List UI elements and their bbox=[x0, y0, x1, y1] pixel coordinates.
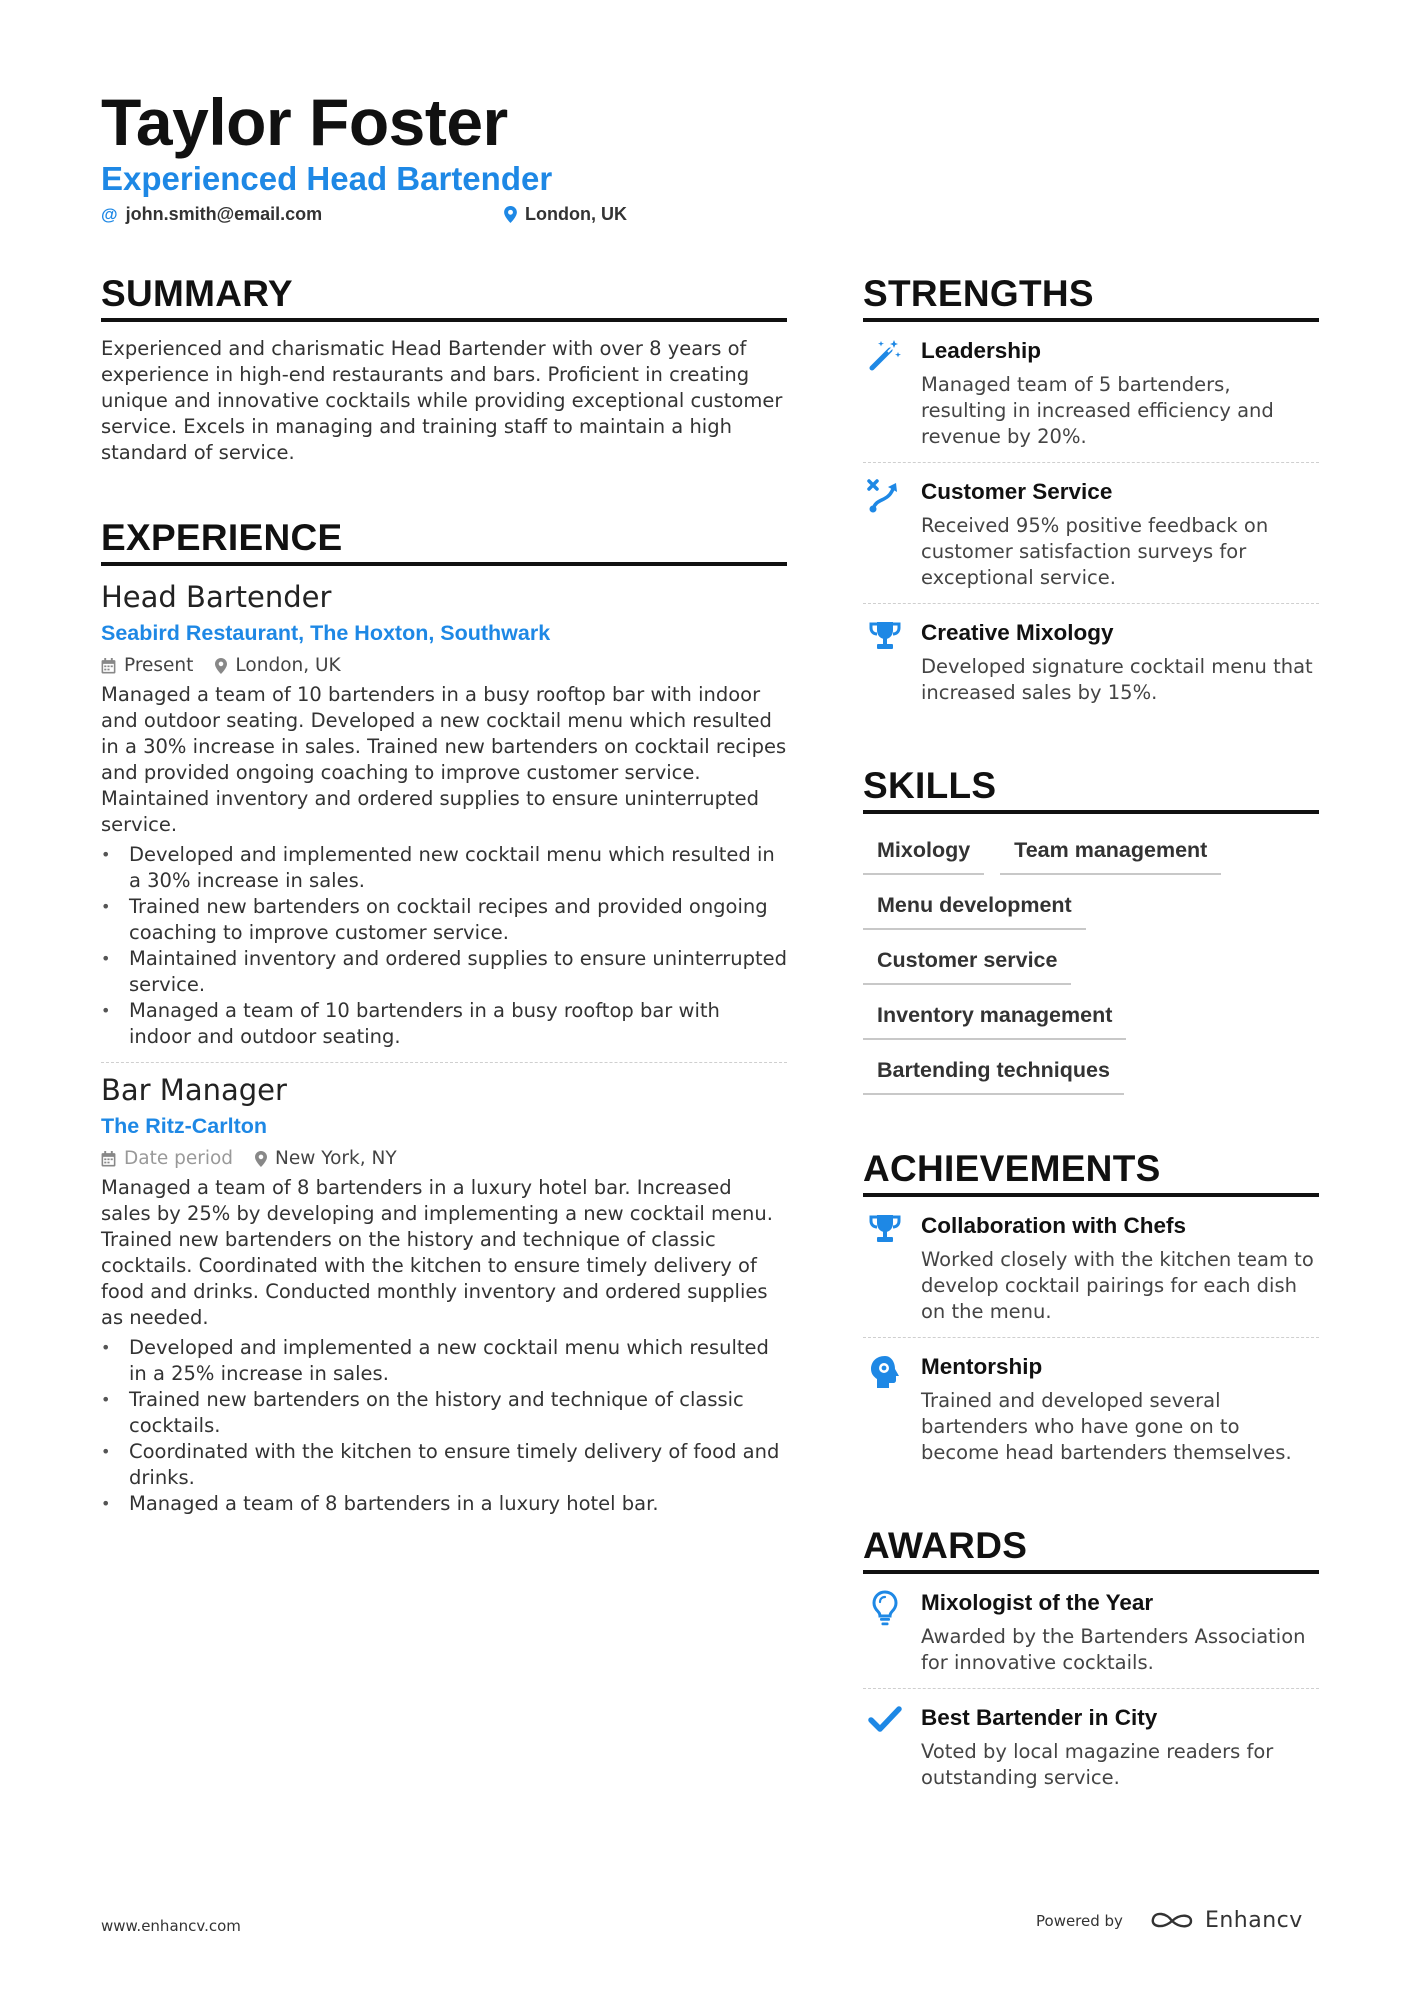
strength-item bbox=[863, 604, 1319, 718]
award-desc: Awarded by the Bartenders Association for innovative cocktails. bbox=[921, 1625, 1306, 1674]
email-text: john.smith@email.com bbox=[125, 204, 323, 224]
powered-by-text: Powered by bbox=[1036, 1911, 1123, 1930]
experience-bullet: • Developed and implemented a new cocktail menu which resulted in a 25% increase in sales. bbox=[101, 1335, 787, 1387]
summary-heading: SUMMARY bbox=[101, 272, 787, 322]
experience-meta bbox=[101, 1147, 787, 1171]
experience-description: Managed a team of 8 bartenders in a luxury hotel bar. Increased sales by 25% by developing and implementing a new cocktail menu. Trained new bartenders on the history and technique of classic cocktails. Coordinated with the kitchen to ensure timely delivery of food and drinks. Conducted monthly inventory and ordered supplies as needed. bbox=[101, 1176, 773, 1329]
experience-bullets bbox=[101, 842, 787, 1050]
experience-entry bbox=[101, 578, 787, 1050]
skill-tag: Customer service bbox=[863, 934, 1071, 985]
experience-bullet: • Maintained inventory and ordered supplies to ensure uninterrupted service. bbox=[101, 946, 787, 998]
summary-text: Experienced and charismatic Head Bartender with over 8 years of experience in high-end restaurants and bars. Proficient in creating unique and innovative cocktails while providing exceptional customer service. Excels in managing and training staff to maintain a high standard of service. bbox=[101, 337, 783, 464]
trophy-icon bbox=[863, 1211, 907, 1325]
map-pin-icon bbox=[255, 1151, 267, 1167]
strengths-heading: STRENGTHS bbox=[863, 272, 1319, 322]
achievement-desc: Trained and developed several bartenders who have gone on to become head bartenders themselves. bbox=[921, 1389, 1292, 1464]
experience-bullet: • Managed a team of 8 bartenders in a luxury hotel bar. bbox=[101, 1491, 787, 1517]
experience-bullet: • Developed and implemented new cocktail menu which resulted in a 30% increase in sales. bbox=[101, 842, 787, 894]
achievement-desc: Worked closely with the kitchen team to develop cocktail pairings for each dish on the menu. bbox=[921, 1248, 1314, 1323]
skill-tag: Mixology bbox=[863, 824, 984, 875]
experience-location: New York, NY bbox=[255, 1147, 397, 1171]
award-title: Mixologist of the Year bbox=[921, 1590, 1154, 1615]
infinity-logo-icon bbox=[1149, 1909, 1195, 1933]
experience-company[interactable]: The Ritz-Carlton bbox=[101, 1114, 268, 1138]
experience-company[interactable]: Seabird Restaurant, The Hoxton, Southwark bbox=[101, 621, 551, 645]
awards-heading: AWARDS bbox=[863, 1524, 1319, 1574]
magic-wand-icon bbox=[863, 336, 907, 450]
calendar-icon bbox=[101, 658, 116, 674]
left-column bbox=[101, 272, 787, 1517]
brand-text: Enhancv bbox=[1204, 1908, 1303, 1933]
experience-bullet: • Coordinated with the kitchen to ensure timely delivery of food and drinks. bbox=[101, 1439, 787, 1491]
skill-tag: Menu development bbox=[863, 879, 1086, 930]
contact-email[interactable] bbox=[101, 204, 322, 225]
experience-location: London, UK bbox=[215, 654, 340, 678]
experience-description: Managed a team of 10 bartenders in a busy rooftop bar with indoor and outdoor seating. Developed a new cocktail menu which resulted in a 30% increase in sales. Trained new bartenders on cocktail recipes and provided ongoing coaching to improve customer service. Maintained inventory and ordered supplies to ensure uninterrupted service. bbox=[101, 683, 787, 836]
footer-website[interactable]: www.enhancv.com bbox=[101, 1917, 241, 1935]
checkmark-icon bbox=[863, 1703, 907, 1791]
award-desc: Voted by local magazine readers for outstanding service. bbox=[921, 1740, 1274, 1789]
right-column bbox=[863, 272, 1319, 1803]
skills-heading: SKILLS bbox=[863, 764, 1319, 814]
enhancv-logo bbox=[1149, 1908, 1303, 1933]
route-icon bbox=[863, 477, 907, 591]
achievements-heading: ACHIEVEMENTS bbox=[863, 1147, 1319, 1197]
experience-bullet: • Trained new bartenders on the history and technique of classic cocktails. bbox=[101, 1387, 787, 1439]
strength-desc: Managed team of 5 bartenders, resulting in increased efficiency and revenue by 20%. bbox=[921, 373, 1274, 448]
experience-period: Date period bbox=[101, 1147, 233, 1171]
experience-heading: EXPERIENCE bbox=[101, 516, 787, 566]
calendar-icon bbox=[101, 1151, 116, 1167]
award-title: Best Bartender in City bbox=[921, 1705, 1158, 1730]
map-pin-icon bbox=[215, 658, 227, 674]
strength-item bbox=[863, 322, 1319, 463]
skill-tag: Bartending techniques bbox=[863, 1044, 1124, 1095]
strength-desc: Developed signature cocktail menu that increased sales by 15%. bbox=[921, 655, 1313, 704]
strength-item bbox=[863, 463, 1319, 604]
head-icon bbox=[863, 1352, 907, 1466]
experience-role: Head Bartender bbox=[101, 580, 332, 614]
trophy-icon bbox=[863, 618, 907, 706]
candidate-title: Experienced Head Bartender bbox=[101, 160, 553, 197]
map-pin-icon bbox=[504, 206, 517, 223]
at-icon: @ bbox=[101, 204, 118, 224]
experience-meta bbox=[101, 654, 787, 678]
experience-bullets bbox=[101, 1335, 787, 1517]
experience-role: Bar Manager bbox=[101, 1073, 287, 1107]
experience-period: Present bbox=[101, 654, 193, 678]
experience-bullet: • Trained new bartenders on cocktail recipes and provided ongoing coaching to improve customer service. bbox=[101, 894, 787, 946]
divider bbox=[101, 1062, 787, 1063]
skill-tag: Inventory management bbox=[863, 989, 1126, 1040]
achievement-title: Collaboration with Chefs bbox=[921, 1213, 1187, 1238]
strength-title: Customer Service bbox=[921, 479, 1113, 504]
achievement-item bbox=[863, 1338, 1319, 1478]
award-item bbox=[863, 1689, 1319, 1803]
candidate-name: Taylor Foster bbox=[101, 85, 508, 159]
strength-title: Creative Mixology bbox=[921, 620, 1114, 645]
skill-tag: Team management bbox=[1000, 824, 1221, 875]
lightbulb-icon bbox=[863, 1588, 907, 1676]
footer-branding[interactable] bbox=[1036, 1908, 1303, 1933]
achievement-title: Mentorship bbox=[921, 1354, 1043, 1379]
strength-title: Leadership bbox=[921, 338, 1042, 363]
skills-list bbox=[863, 814, 1319, 1099]
experience-bullet: • Managed a team of 10 bartenders in a busy rooftop bar with indoor and outdoor seating. bbox=[101, 998, 787, 1050]
contact-location bbox=[504, 204, 627, 225]
experience-entry bbox=[101, 1071, 787, 1517]
award-item bbox=[863, 1574, 1319, 1689]
achievement-item bbox=[863, 1197, 1319, 1338]
strength-desc: Received 95% positive feedback on customer satisfaction surveys for exceptional service. bbox=[921, 514, 1269, 589]
location-text: London, UK bbox=[525, 204, 627, 224]
